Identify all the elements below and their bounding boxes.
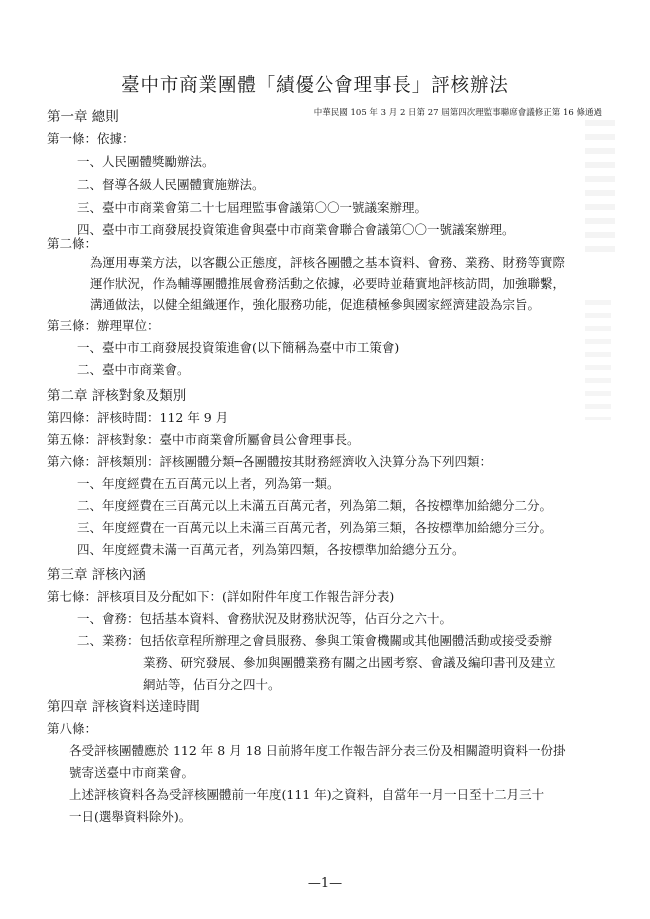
- list-item-continuation: 網站等，佔百分之四十。: [143, 677, 281, 692]
- chapter-heading: 第四章 評核資料送達時間: [47, 699, 200, 715]
- paragraph-line: 為運用專業方法，以客觀公正態度，評核各團體之基本資料、會務、業務、財務等實際: [90, 255, 566, 270]
- list-item: 四、年度經費未滿一百萬元者，列為第四類，各按標準加給總分五分。: [77, 542, 465, 557]
- paragraph-line: 號寄送臺中市商業會。: [69, 765, 195, 780]
- paragraph-line: 上述評核資料各為受評核團體前一年度(111 年)之資料，自當年一月一日至十二月三十: [69, 787, 545, 802]
- list-item: 四、臺中市工商發展投資策進會與臺中市商業會聯合會議第〇〇一號議案辦理。: [77, 222, 515, 237]
- chapter-heading: 第一章 總則: [47, 109, 119, 125]
- list-item: 二、督導各級人民團體實施辦法。: [77, 177, 265, 192]
- list-item: 二、臺中市商業會。: [77, 362, 190, 377]
- article-line: 第八條：: [47, 721, 98, 736]
- bleed-through-mark: [585, 120, 615, 260]
- list-item: 二、業務：包括依章程所辦理之會員服務、參與工策會機關或其他團體活動或接受委辦: [77, 633, 553, 648]
- chapter-heading: 第三章 評核內涵: [47, 567, 146, 583]
- chapter-heading: 第二章 評核對象及類別: [47, 388, 187, 404]
- article-line: 第三條：辦理單位：: [47, 318, 160, 333]
- document-title: 臺中市商業團體「績優公會理事長」評核辦法: [121, 74, 509, 96]
- article-line: 第七條：評核項目及分配如下：(詳如附件年度工作報告評分表): [47, 589, 395, 604]
- list-item: 三、年度經費在一百萬元以上未滿三百萬元者，列為第三類，各按標準加給總分三分。: [77, 520, 553, 535]
- list-item: 一、臺中市工商發展投資策進會(以下簡稱為臺中市工策會): [77, 340, 400, 355]
- paragraph-line: 溝通做法，以健全組織運作，強化服務功能，促進積極參與國家經濟建設為宗旨。: [90, 297, 541, 312]
- list-item: 一、會務：包括基本資料、會務狀況及財務狀況等，佔百分之六十。: [77, 611, 453, 626]
- list-item: 一、年度經費在五百萬元以上者，列為第一類。: [77, 476, 340, 491]
- page-number: —1—: [307, 876, 343, 891]
- paragraph-line: 各受評核團體應於 112 年 8 月 18 日前將年度工作報告評分表三份及相關證明資料一份掛: [69, 743, 566, 758]
- list-item: 一、人民團體獎勵辦法。: [77, 154, 215, 169]
- bleed-through-mark: [585, 300, 611, 420]
- amendment-note: 中華民國 105 年 3 月 2 日第 27 屆第四次理監事聯席會議修正第 16 條通過: [313, 108, 602, 118]
- article-line: 第五條：評核對象：臺中市商業會所屬會員公會理事長。: [47, 432, 360, 447]
- article-line: 第二條：: [47, 236, 98, 251]
- paragraph-line: 運作狀況，作為輔導團體推展會務活動之依據，必要時並藉實地評核訪問，加強聯繫，: [90, 276, 566, 291]
- list-item-continuation: 業務、研究發展、參加與團體業務有關之出國考察、會議及編印書刊及建立: [143, 655, 556, 670]
- list-item: 三、臺中市商業會第二十七屆理監事會議第〇〇一號議案辦理。: [77, 200, 428, 215]
- article-line: 第一條：依據：: [47, 131, 135, 146]
- article-line: 第四條：評核時間：112 年 9 月: [47, 410, 229, 425]
- list-item: 二、年度經費在三百萬元以上未滿五百萬元者，列為第二類，各按標準加給總分二分。: [77, 498, 553, 513]
- article-line: 第六條：評核類別：評核團體分類─各團體按其財務經濟收入決算分為下列四類：: [47, 454, 493, 469]
- paragraph-line: 一日(選舉資料除外)。: [69, 809, 192, 824]
